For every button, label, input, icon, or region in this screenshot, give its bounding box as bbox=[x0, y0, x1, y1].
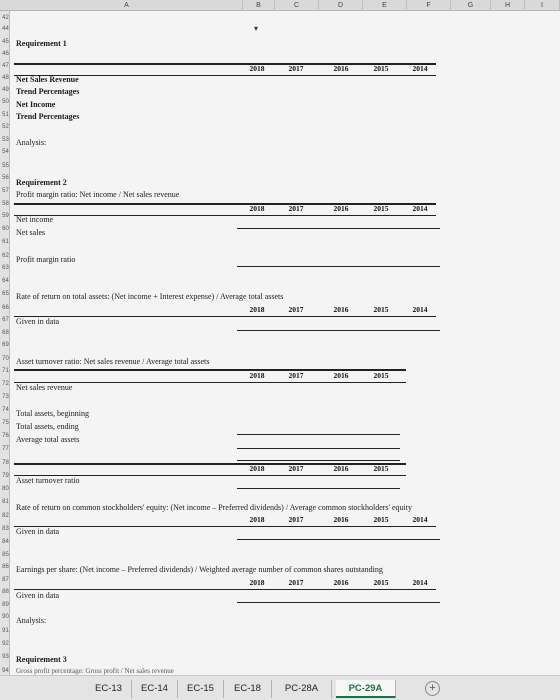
row-number[interactable]: 94 bbox=[2, 668, 9, 674]
year-header: 2015 bbox=[373, 305, 389, 314]
row-label: Net income bbox=[16, 215, 54, 224]
sheet-tab-ec-18[interactable]: EC-18 bbox=[224, 680, 272, 698]
row-number[interactable]: 88 bbox=[2, 589, 9, 595]
analysis-label: Analysis: bbox=[16, 138, 47, 147]
row-number[interactable]: 91 bbox=[2, 628, 9, 634]
row-number[interactable]: 72 bbox=[2, 381, 9, 387]
row-number[interactable]: 80 bbox=[2, 486, 9, 492]
row-label: Total assets, beginning bbox=[16, 409, 89, 418]
year-header: 2016 bbox=[333, 578, 349, 587]
row-number[interactable]: 76 bbox=[2, 433, 9, 439]
row-number[interactable]: 78 bbox=[2, 460, 9, 466]
row-number[interactable]: 49 bbox=[2, 87, 9, 93]
formula-definition: Gross profit percentage: Gross profit / Net sales revenue bbox=[16, 667, 174, 675]
year-header: 2015 bbox=[373, 578, 389, 587]
year-header: 2017 bbox=[288, 464, 304, 473]
year-header: 2014 bbox=[412, 305, 428, 314]
row-number[interactable]: 92 bbox=[2, 641, 9, 647]
row-number[interactable]: 84 bbox=[2, 539, 9, 545]
column-header-b[interactable]: B bbox=[243, 0, 275, 11]
row-number[interactable]: 42 bbox=[2, 15, 9, 21]
row-number[interactable]: 89 bbox=[2, 602, 9, 608]
year-header: 2017 bbox=[288, 305, 304, 314]
year-header: 2014 bbox=[412, 204, 428, 213]
row-number[interactable]: 54 bbox=[2, 149, 9, 155]
row-number[interactable]: 51 bbox=[2, 112, 9, 118]
row-label: Given in data bbox=[16, 591, 60, 600]
row-number[interactable]: 93 bbox=[2, 654, 9, 660]
formula-definition: Rate of return on common stockholders' equity: (Net income – Preferred dividends) / Average common stockholders' equity bbox=[16, 503, 412, 512]
year-header: 2018 bbox=[249, 464, 265, 473]
row-number[interactable]: 81 bbox=[2, 499, 9, 505]
table-rule bbox=[14, 316, 436, 317]
year-header: 2015 bbox=[373, 464, 389, 473]
year-header: 2016 bbox=[333, 371, 349, 380]
row-label: Given in data bbox=[16, 317, 60, 326]
requirement-3-heading: Requirement 3 bbox=[16, 655, 67, 664]
year-header: 2015 bbox=[373, 515, 389, 524]
row-number[interactable]: 70 bbox=[2, 356, 9, 362]
row-number[interactable]: 52 bbox=[2, 124, 9, 130]
row-number[interactable]: 87 bbox=[2, 577, 9, 583]
row-number[interactable]: 64 bbox=[2, 278, 9, 284]
column-header-f[interactable]: F bbox=[407, 0, 451, 11]
row-number[interactable]: 60 bbox=[2, 226, 9, 232]
row-label: Trend Percentages bbox=[16, 87, 80, 96]
year-header: 2015 bbox=[373, 204, 389, 213]
requirement-1-heading: Requirement 1 bbox=[16, 39, 67, 48]
row-number[interactable]: 44 bbox=[2, 26, 9, 32]
year-header: 2018 bbox=[249, 204, 265, 213]
analysis-label: Analysis: bbox=[16, 616, 47, 625]
year-header: 2017 bbox=[288, 371, 304, 380]
year-header: 2017 bbox=[288, 64, 304, 73]
row-number[interactable]: 67 bbox=[2, 317, 9, 323]
row-label: Total assets, ending bbox=[16, 422, 79, 431]
sheet-tab-ec-14[interactable]: EC-14 bbox=[132, 680, 178, 698]
year-header: 2015 bbox=[373, 371, 389, 380]
total-line bbox=[237, 488, 400, 489]
year-header: 2017 bbox=[288, 204, 304, 213]
row-label: Asset turnover ratio bbox=[16, 476, 80, 485]
row-label: Trend Percentages bbox=[16, 112, 80, 121]
year-header: 2016 bbox=[333, 204, 349, 213]
column-header-d[interactable]: D bbox=[319, 0, 363, 11]
year-header: 2015 bbox=[373, 64, 389, 73]
row-number[interactable]: 83 bbox=[2, 526, 9, 532]
total-line bbox=[237, 539, 440, 540]
row-number[interactable]: 71 bbox=[2, 368, 9, 374]
divider-line bbox=[237, 448, 400, 449]
sheet-tab-pc-28a[interactable]: PC-28A bbox=[272, 680, 332, 698]
year-header: 2014 bbox=[412, 515, 428, 524]
cell-cursor-icon: ▾ bbox=[254, 24, 259, 33]
formula-definition: Profit margin ratio: Net income / Net sales revenue bbox=[16, 190, 180, 199]
row-number[interactable]: 66 bbox=[2, 305, 9, 311]
row-label: Profit margin ratio bbox=[16, 255, 76, 264]
sheet-tab-ec-15[interactable]: EC-15 bbox=[178, 680, 224, 698]
column-header-c[interactable]: C bbox=[275, 0, 319, 11]
row-number[interactable]: 62 bbox=[2, 253, 9, 259]
year-header: 2017 bbox=[288, 578, 304, 587]
column-header-a[interactable]: A bbox=[11, 0, 243, 11]
row-number[interactable]: 63 bbox=[2, 265, 9, 271]
total-line bbox=[237, 266, 440, 267]
total-line bbox=[237, 330, 440, 331]
row-number[interactable]: 58 bbox=[2, 201, 9, 207]
column-header-h[interactable]: H bbox=[491, 0, 525, 11]
row-label: Given in data bbox=[16, 527, 60, 536]
table-rule bbox=[14, 526, 436, 527]
row-label: Net Sales Revenue bbox=[16, 75, 79, 84]
column-header-e[interactable]: E bbox=[363, 0, 407, 11]
row-label: Net sales revenue bbox=[16, 383, 73, 392]
row-number[interactable]: 47 bbox=[2, 63, 9, 69]
row-number[interactable]: 69 bbox=[2, 342, 9, 348]
row-number[interactable]: 65 bbox=[2, 291, 9, 297]
sheet-tab-pc-29a[interactable]: PC-29A bbox=[336, 680, 396, 698]
row-number[interactable]: 73 bbox=[2, 394, 9, 400]
row-number[interactable]: 75 bbox=[2, 420, 9, 426]
sheet-tab-ec-13[interactable]: EC-13 bbox=[86, 680, 132, 698]
year-header: 2018 bbox=[249, 64, 265, 73]
year-header: 2016 bbox=[333, 464, 349, 473]
requirement-2-heading: Requirement 2 bbox=[16, 178, 67, 187]
column-header-i[interactable]: I bbox=[525, 0, 560, 11]
sheet-tab-bar bbox=[0, 675, 560, 700]
row-number[interactable]: 59 bbox=[2, 213, 9, 219]
year-header: 2018 bbox=[249, 305, 265, 314]
formula-definition: Rate of return on total assets: (Net income + Interest expense) / Average total assets bbox=[16, 292, 284, 301]
year-header: 2018 bbox=[249, 371, 265, 380]
row-number[interactable]: 90 bbox=[2, 614, 9, 620]
year-header: 2016 bbox=[333, 64, 349, 73]
row-number[interactable]: 74 bbox=[2, 407, 9, 413]
add-sheet-icon[interactable]: + bbox=[425, 681, 440, 696]
row-number[interactable]: 50 bbox=[2, 99, 9, 105]
row-number[interactable]: 56 bbox=[2, 175, 9, 181]
year-header: 2016 bbox=[333, 305, 349, 314]
year-header: 2018 bbox=[249, 578, 265, 587]
row-number[interactable]: 82 bbox=[2, 513, 9, 519]
row-number[interactable]: 55 bbox=[2, 163, 9, 169]
divider-line bbox=[237, 434, 400, 435]
row-number[interactable]: 46 bbox=[2, 51, 9, 57]
row-number[interactable]: 48 bbox=[2, 75, 9, 81]
divider-line bbox=[237, 460, 400, 461]
row-number[interactable]: 61 bbox=[2, 239, 9, 245]
table-rule bbox=[14, 215, 436, 216]
row-number[interactable]: 85 bbox=[2, 552, 9, 558]
row-label: Net Income bbox=[16, 100, 56, 109]
total-line bbox=[237, 602, 440, 603]
row-number[interactable]: 57 bbox=[2, 188, 9, 194]
formula-definition: Earnings per share: (Net income – Preferred dividends) / Weighted average number of common shares outstanding bbox=[16, 565, 383, 574]
row-number[interactable]: 77 bbox=[2, 446, 9, 452]
formula-definition: Asset turnover ratio: Net sales revenue / Average total assets bbox=[16, 357, 210, 366]
year-header: 2014 bbox=[412, 64, 428, 73]
column-header-bar bbox=[0, 0, 560, 11]
table-rule bbox=[14, 382, 406, 383]
row-number[interactable]: 79 bbox=[2, 473, 9, 479]
row-number-column bbox=[0, 11, 10, 675]
row-number[interactable]: 45 bbox=[2, 39, 9, 45]
row-label: Net sales bbox=[16, 228, 46, 237]
row-label: Average total assets bbox=[16, 435, 80, 444]
row-number[interactable]: 86 bbox=[2, 564, 9, 570]
row-number[interactable]: 68 bbox=[2, 330, 9, 336]
table-rule bbox=[14, 589, 436, 590]
year-header: 2018 bbox=[249, 515, 265, 524]
column-header-g[interactable]: G bbox=[451, 0, 491, 11]
year-header: 2016 bbox=[333, 515, 349, 524]
year-header: 2017 bbox=[288, 515, 304, 524]
year-header: 2014 bbox=[412, 578, 428, 587]
row-number[interactable]: 53 bbox=[2, 137, 9, 143]
divider-line bbox=[237, 228, 440, 229]
